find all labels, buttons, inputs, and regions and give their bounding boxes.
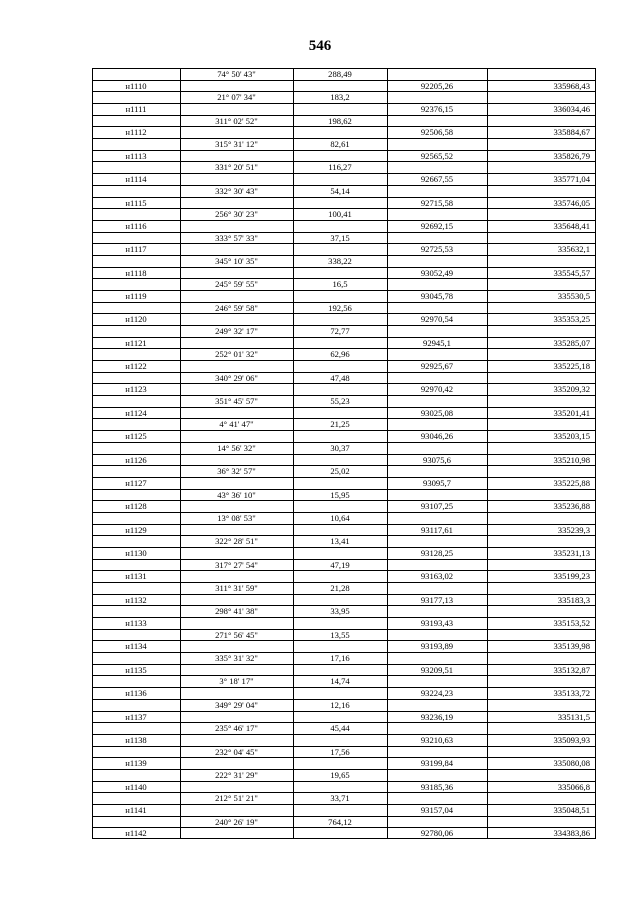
- distance: 14,74: [330, 676, 350, 687]
- point-name: н1124: [125, 407, 147, 418]
- direction-angle: 298° 41' 38": [215, 606, 258, 617]
- coord-x: 93128,25: [420, 547, 454, 558]
- coord-x: 92667,55: [420, 174, 454, 185]
- coord-x: 92970,54: [420, 314, 454, 325]
- point-row: [92, 757, 596, 769]
- point-row: [92, 781, 596, 793]
- point-name: н1111: [125, 104, 147, 115]
- point-row: [92, 734, 596, 746]
- point-row: [92, 243, 596, 255]
- coord-y: 335139,98: [553, 641, 590, 652]
- coord-x: 93185,36: [420, 781, 454, 792]
- distance: 100,41: [328, 209, 352, 220]
- coord-x: 93046,26: [420, 431, 454, 442]
- segment-row: [92, 138, 596, 150]
- coord-x: 92205,26: [420, 80, 454, 91]
- distance: 37,15: [330, 232, 350, 243]
- distance: 55,23: [330, 396, 350, 407]
- direction-angle: 74° 50' 43": [217, 69, 256, 79]
- coord-x: 92376,15: [420, 104, 454, 115]
- segment-row: [92, 395, 596, 407]
- direction-angle: 36° 32' 57": [217, 466, 256, 477]
- segment-row: [92, 675, 596, 687]
- coord-y: 335545,57: [553, 267, 590, 278]
- direction-angle: 315° 31' 12": [215, 139, 258, 150]
- distance: 17,16: [330, 653, 350, 664]
- distance: 45,44: [330, 723, 350, 734]
- direction-angle: 14° 56' 32": [217, 442, 256, 453]
- segment-row: [92, 769, 596, 781]
- point-row: [92, 594, 596, 606]
- segment-row: [92, 91, 596, 103]
- segment-row: [92, 465, 596, 477]
- coord-y: 335239,3: [557, 524, 590, 535]
- coord-x: 92506,58: [420, 127, 454, 138]
- distance: 62,96: [330, 349, 350, 360]
- distance: 13,55: [330, 629, 350, 640]
- point-row: [92, 290, 596, 302]
- coord-x: 93224,23: [420, 688, 454, 699]
- point-name: н1126: [125, 454, 147, 465]
- distance: 288,49: [328, 69, 352, 79]
- coord-x: 92692,15: [420, 220, 454, 231]
- direction-angle: 235° 46' 17": [215, 723, 258, 734]
- distance: 192,56: [328, 302, 352, 313]
- distance: 183,2: [330, 92, 350, 103]
- segment-row: [92, 512, 596, 524]
- point-name: н1113: [125, 150, 147, 161]
- coord-y: 335183,3: [557, 594, 590, 605]
- coord-y: 335225,88: [553, 477, 590, 488]
- point-row: [92, 150, 596, 162]
- point-row: [92, 173, 596, 185]
- coord-y: 335066,8: [557, 781, 590, 792]
- distance: 21,28: [330, 583, 350, 593]
- segment-row: [92, 582, 596, 594]
- distance: 25,02: [330, 466, 350, 477]
- coord-x: 92970,42: [420, 384, 454, 395]
- distance: 16,5: [332, 279, 348, 290]
- point-name: н1138: [125, 734, 147, 745]
- coord-x: 93236,19: [420, 711, 454, 722]
- distance: 15,95: [330, 489, 350, 500]
- point-name: н1123: [125, 384, 147, 395]
- direction-angle: 212° 51' 21": [215, 793, 258, 804]
- coord-x: 93052,49: [420, 267, 454, 278]
- distance: 13,41: [330, 536, 350, 547]
- coord-x: 93045,78: [420, 290, 454, 301]
- segment-row: [92, 746, 596, 758]
- coord-y: 336034,46: [553, 104, 590, 115]
- point-name: н1120: [125, 314, 147, 325]
- point-name: н1114: [125, 174, 147, 185]
- segment-row: [92, 208, 596, 220]
- segment-row: [92, 418, 596, 430]
- point-name: н1119: [125, 290, 147, 301]
- coord-y: 335231,13: [553, 547, 590, 558]
- point-name: н1140: [125, 781, 147, 792]
- direction-angle: 232° 04' 45": [215, 746, 258, 757]
- coord-y: 335884,67: [553, 127, 590, 138]
- coord-x: 93075,6: [423, 454, 451, 465]
- point-row: [92, 687, 596, 699]
- point-row: [92, 407, 596, 419]
- direction-angle: [180, 828, 293, 840]
- direction-angle: 351° 45' 57": [215, 396, 258, 407]
- point-row: [92, 80, 596, 92]
- segment-row: [92, 559, 596, 571]
- segment-row: [92, 161, 596, 173]
- coord-y: 335968,43: [553, 80, 590, 91]
- point-name: н1137: [125, 711, 147, 722]
- segment-row: [92, 278, 596, 290]
- direction-angle: 349° 29' 04": [215, 699, 258, 710]
- point-name: н1122: [125, 361, 147, 372]
- coord-x: 93163,02: [420, 571, 454, 582]
- distance: 47,48: [330, 372, 350, 383]
- coord-y: 335648,41: [553, 220, 590, 231]
- coordinates-table: [92, 68, 596, 839]
- segment-row: [92, 722, 596, 734]
- point-row: [92, 313, 596, 325]
- direction-angle: 335° 31' 32": [215, 653, 258, 664]
- coord-x: 93193,89: [420, 641, 454, 652]
- point-name: н1141: [125, 804, 147, 815]
- coord-x: 93209,51: [420, 664, 454, 675]
- distance: 116,27: [328, 162, 352, 173]
- point-name: н1135: [125, 664, 147, 675]
- coord-y: 335225,18: [553, 361, 590, 372]
- point-row: [92, 664, 596, 676]
- coord-y: 335153,52: [553, 618, 590, 629]
- segment-row: [92, 629, 596, 641]
- coord-y: 335080,08: [553, 758, 590, 769]
- coord-x: 93095,7: [423, 477, 451, 488]
- direction-angle: 4° 41' 47": [219, 419, 254, 430]
- coord-x: 93157,04: [420, 804, 454, 815]
- point-name: н1142: [125, 828, 147, 839]
- point-name: н1136: [125, 688, 147, 699]
- coord-x: 92780,06: [420, 828, 454, 839]
- point-row: [92, 383, 596, 395]
- distance: 21,25: [330, 419, 350, 430]
- point-name: н1139: [125, 758, 147, 769]
- coord-y: 335132,87: [553, 664, 590, 675]
- point-name: н1121: [125, 337, 147, 348]
- point-name: н1112: [125, 127, 147, 138]
- coord-x: 93117,61: [421, 524, 453, 535]
- point-row: [92, 570, 596, 582]
- point-row: [92, 220, 596, 232]
- point-name: н1133: [125, 618, 147, 629]
- distance: 12,16: [330, 699, 350, 710]
- point-row: [92, 640, 596, 652]
- point-row: [92, 827, 596, 839]
- coord-x: 92725,53: [420, 244, 454, 255]
- distance: 10,64: [330, 512, 350, 523]
- coord-y: 335203,15: [553, 431, 590, 442]
- coord-y: 335201,41: [553, 407, 590, 418]
- direction-angle: 271° 56' 45": [215, 629, 258, 640]
- point-name: н1134: [125, 641, 147, 652]
- point-name: н1130: [125, 547, 147, 558]
- distance: 338,22: [328, 255, 352, 266]
- direction-angle: 311° 31' 59": [215, 583, 258, 593]
- coord-y: 335826,79: [553, 150, 590, 161]
- segment-row: [92, 255, 596, 267]
- coord-x: 93210,63: [420, 734, 454, 745]
- coord-y: 335209,32: [553, 384, 590, 395]
- segment-row: [92, 605, 596, 617]
- direction-angle: 222° 31' 29": [215, 769, 258, 780]
- distance: 30,37: [330, 442, 350, 453]
- point-name: н1132: [125, 594, 147, 605]
- page-number: 546: [308, 38, 332, 54]
- segment-row: [92, 372, 596, 384]
- segment-row: [92, 302, 596, 314]
- direction-angle: 246° 59' 58": [215, 302, 258, 313]
- distance: [293, 828, 387, 840]
- segment-row: [92, 348, 596, 360]
- coord-x: 92945,1: [423, 337, 451, 348]
- segment-row: [92, 816, 596, 828]
- coord-x: 92565,52: [420, 150, 454, 161]
- point-row: [92, 197, 596, 209]
- direction-angle: 256° 30' 23": [215, 209, 258, 220]
- point-row: [92, 454, 596, 466]
- coord-y: 335131,5: [557, 711, 590, 722]
- distance: 54,14: [330, 185, 350, 196]
- segment-row: [92, 442, 596, 454]
- point-row: [92, 360, 596, 372]
- coord-x: 92715,58: [420, 197, 454, 208]
- point-row: [92, 547, 596, 559]
- direction-angle: 332° 30' 43": [215, 185, 258, 196]
- direction-angle: 311° 02' 52": [215, 115, 258, 126]
- point-row: [92, 711, 596, 723]
- coord-x: 92925,67: [420, 361, 454, 372]
- direction-angle: 322° 28' 51": [215, 536, 258, 547]
- coord-y: 334383,86: [553, 828, 590, 839]
- point-row: [92, 500, 596, 512]
- point-name: н1125: [125, 431, 147, 442]
- direction-angle: 245° 59' 55": [215, 279, 258, 290]
- point-name: н1116: [125, 220, 147, 231]
- distance: 198,62: [328, 115, 352, 126]
- segment-row: [92, 699, 596, 711]
- coord-y: 335093,93: [553, 734, 590, 745]
- direction-angle: 249° 32' 17": [215, 326, 258, 336]
- point-name: н1115: [125, 197, 147, 208]
- coord-y: 335236,88: [553, 501, 590, 512]
- point-row: [92, 126, 596, 138]
- segment-row: [92, 489, 596, 501]
- coord-y: 335048,51: [553, 804, 590, 815]
- segment-row: [92, 792, 596, 804]
- point-name: н1110: [125, 80, 147, 91]
- direction-angle: 317° 27' 54": [215, 559, 258, 570]
- direction-angle: 21° 07' 34": [217, 92, 256, 103]
- coord-y: 335530,5: [557, 290, 590, 301]
- coord-y: 335746,05: [553, 197, 590, 208]
- direction-angle: 333° 57' 33": [215, 232, 258, 243]
- direction-angle: 331° 20' 51": [215, 162, 258, 173]
- direction-angle: 340° 29' 06": [215, 372, 258, 383]
- distance: 764,12: [328, 816, 352, 827]
- segment-row: [92, 535, 596, 547]
- coord-y: 335632,1: [557, 244, 590, 255]
- point-name: н1128: [125, 501, 147, 512]
- segment-row: [92, 115, 596, 127]
- distance: 17,56: [330, 746, 350, 757]
- point-name: н1127: [125, 477, 147, 488]
- point-row: [92, 103, 596, 115]
- distance: 33,95: [330, 606, 350, 617]
- direction-angle: 43° 36' 10": [217, 489, 256, 500]
- point-row: [92, 804, 596, 816]
- coord-x: 93025,08: [420, 407, 454, 418]
- segment-row: [92, 232, 596, 244]
- coord-y: 335199,23: [553, 571, 590, 582]
- distance: 72,77: [330, 326, 350, 336]
- segment-row: [92, 652, 596, 664]
- point-row: [92, 617, 596, 629]
- distance: 33,71: [330, 793, 350, 804]
- segment-row: [92, 68, 596, 80]
- distance: 19,65: [330, 769, 350, 780]
- point-name: н1131: [125, 571, 147, 582]
- point-row: [92, 430, 596, 442]
- distance: 82,61: [330, 139, 350, 150]
- coord-x: 93177,13: [420, 594, 454, 605]
- coord-x: 93199,84: [420, 758, 454, 769]
- coord-x: 93107,25: [420, 501, 454, 512]
- coord-x: 93193,43: [420, 618, 454, 629]
- point-row: [92, 477, 596, 489]
- coord-y: 335771,04: [553, 174, 590, 185]
- direction-angle: 13° 08' 53": [217, 512, 256, 523]
- coord-y: 335285,07: [553, 337, 590, 348]
- point-row: [92, 337, 596, 349]
- point-row: [92, 267, 596, 279]
- coord-y: 335353,25: [553, 314, 590, 325]
- distance: 47,19: [330, 559, 350, 570]
- point-row: [92, 524, 596, 536]
- segment-row: [92, 185, 596, 197]
- point-name: н1117: [125, 244, 147, 255]
- point-name: н1118: [125, 267, 147, 278]
- direction-angle: 252° 01' 32": [215, 349, 258, 360]
- direction-angle: 3° 18' 17": [219, 676, 254, 687]
- segment-row: [92, 325, 596, 337]
- direction-angle: 240° 26' 19": [215, 816, 258, 827]
- coord-y: 335210,98: [553, 454, 590, 465]
- direction-angle: 345° 10' 35": [215, 255, 258, 266]
- coord-y: 335133,72: [553, 688, 590, 699]
- point-name: н1129: [125, 524, 147, 535]
